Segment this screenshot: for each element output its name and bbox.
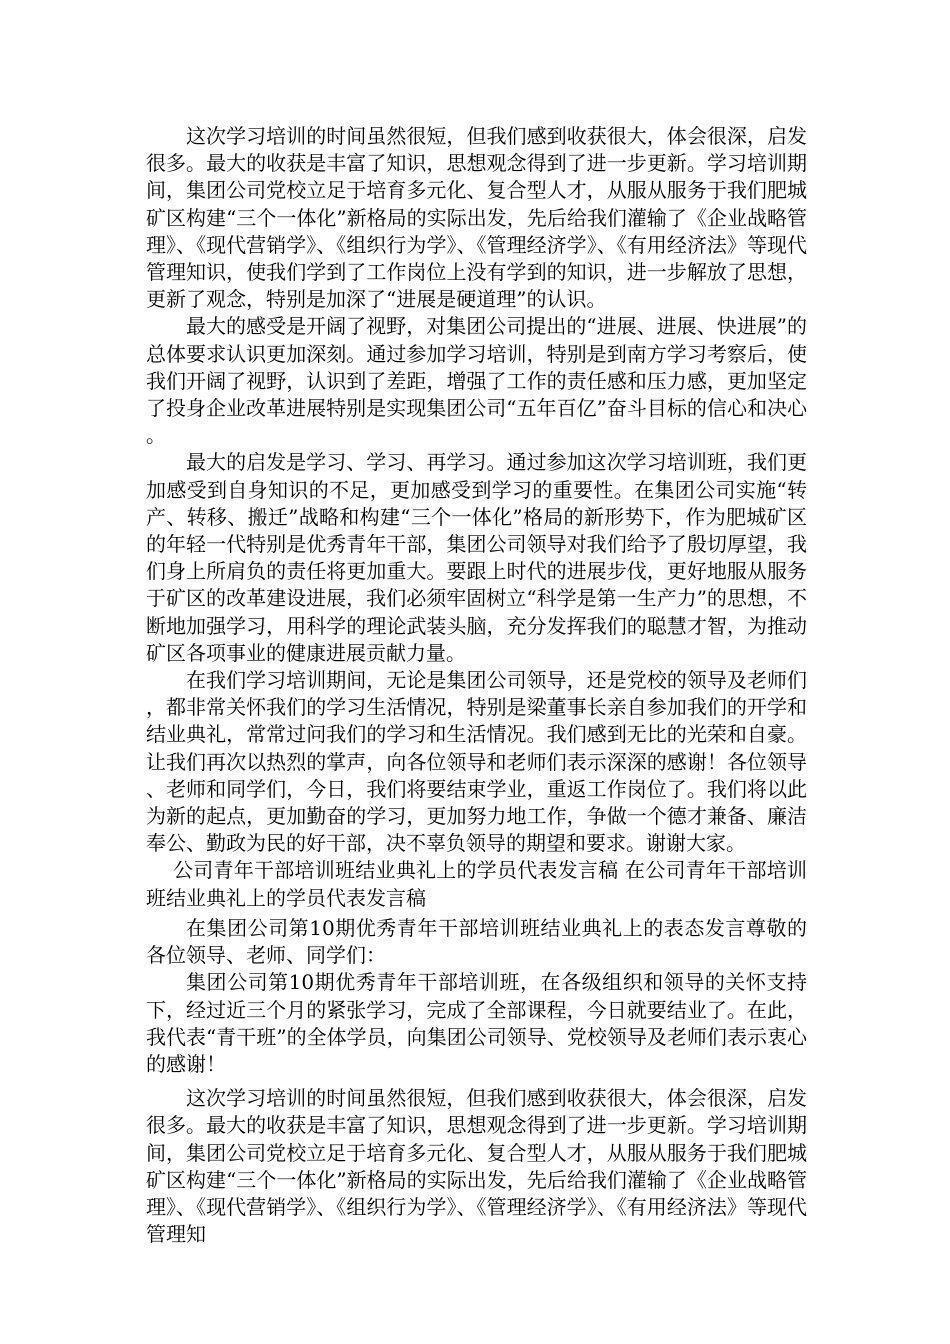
document-title-line: 公司青年干部培训班结业典礼上的学员代表发言稿 在公司青年干部培训班结业典礼上的学员代表发言稿 <box>146 858 807 910</box>
paragraph-vision: 最大的感受是开阔了视野，对集团公司提出的“进展、进展、快进展”的总体要求认识更加深刻。通过参加学习培训，特别是到南方学习考察后，使我们开阔了视野，认识到了差距，增强了工作的责任感和压力感，更加坚定了投身企业改革进展特别是实现集团公司“五年百亿”奋斗目标的信心和决心。 <box>146 314 807 448</box>
paragraph-thanks: 在我们学习培训期间，无论是集团公司领导，还是党校的领导及老师们，都非常关怀我们的学习生活情况，特别是梁董事长亲自参加我们的开学和结业典礼，常常过问我们的学习和生活情况。我们感到无比的光荣和自豪。让我们再次以热烈的掌声，向各位领导和老师们表示深深的感谢！各位领导、老师和同学们，今日，我们将要结束学业，重返工作岗位了。我们将以此为新的起点，更加勤奋的学习，更加努力地工作，争做一个德才兼备、廉洁奉公、勤政为民的好干部，决不辜负领导的期望和要求。谢谢大家。 <box>146 668 807 856</box>
paragraph-harvest-repeat: 这次学习培训的时间虽然很短，但我们感到收获很大，体会很深，启发很多。最大的收获是丰富了知识，思想观念得到了进一步更新。学习培训期间，集团公司党校立足于培育多元化、复合型人才，从服从服务于我们肥城矿区构建“三个一体化”新格局的实际出发，先后给我们灌输了《企业战略管理》、《现代营销学》、《组织行为学》、《管理经济学》、《有用经济法》等现代管理知 <box>146 1086 807 1247</box>
paragraph-intro: 集团公司第10期优秀青年干部培训班，在各级组织和领导的关怀支持下，经过近三个月的紧张学习，完成了全部课程，今日就要结业了。在此，我代表“青干班”的全体学员，向集团公司领导、党校领导及老师们表示衷心的感谢！ <box>146 970 807 1076</box>
document-body <box>146 123 807 1248</box>
paragraph-greeting: 在集团公司第10期优秀青年干部培训班结业典礼上的表态发言尊敬的各位领导、老师、同学们： <box>146 915 807 968</box>
paragraph-learning: 最大的启发是学习、学习、再学习。通过参加这次学习培训班，我们更加感受到自身知识的不足，更加感受到学习的重要性。在集团公司实施“转产、转移、搬迁”战略和构建“三个一体化”格局的新形势下，作为肥城矿区的年轻一代特别是优秀青年干部，集团公司领导对我们给予了殷切厚望，我们身上所肩负的责任将更加重大。要跟上时代的进展步伐，更好地服从服务于矿区的改革建设进展，我们必须牢固树立“科学是第一生产力”的思想，不断地加强学习，用科学的理论武装头脑，充分发挥我们的聪慧才智，为推动矿区各项事业的健康进展贡献力量。 <box>146 450 807 665</box>
paragraph-harvest: 这次学习培训的时间虽然很短，但我们感到收获很大，体会很深，启发很多。最大的收获是丰富了知识，思想观念得到了进一步更新。学习培训期间，集团公司党校立足于培育多元化、复合型人才，从服从服务于我们肥城矿区构建“三个一体化”新格局的实际出发，先后给我们灌输了《企业战略管理》、《现代营销学》、《组织行为学》、《管理经济学》、《有用经济法》等现代管理知识，使我们学到了工作岗位上没有学到的知识，进一步解放了思想，更新了观念，特别是加深了“进展是硬道理”的认识。 <box>146 124 807 312</box>
